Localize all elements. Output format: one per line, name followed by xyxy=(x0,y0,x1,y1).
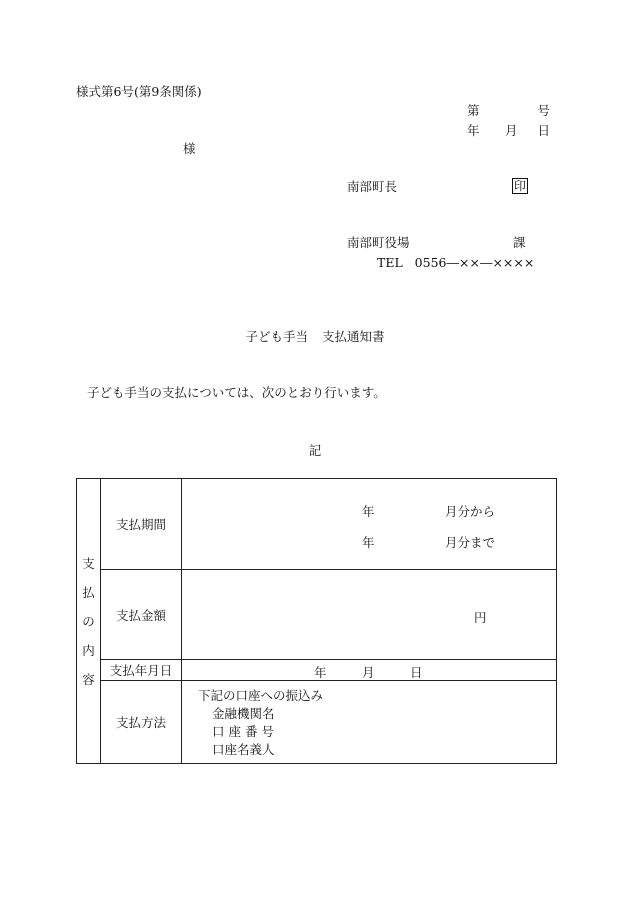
document-number-prefix: 第 xyxy=(467,103,480,118)
table-row-period xyxy=(77,479,557,570)
seal-mark: 印 xyxy=(514,179,527,193)
table-row-amount xyxy=(77,570,557,660)
recipient-suffix: 様 xyxy=(183,141,196,156)
form-number: 様式第6号(第9条関係) xyxy=(76,84,202,99)
vertical-label-char: 内 xyxy=(82,643,95,658)
vertical-label-char: の xyxy=(82,614,95,629)
period-to-year: 年 xyxy=(362,535,375,550)
vertical-label-char: 払 xyxy=(82,585,95,600)
payment-date-month: 月 xyxy=(362,665,375,680)
amount-label: 支払金額 xyxy=(101,570,182,660)
method-label: 支払方法 xyxy=(101,681,182,764)
account-number-label: 口 座 番 号 xyxy=(212,724,274,739)
vertical-label-char: 支 xyxy=(82,556,95,571)
table-row-date xyxy=(77,660,557,681)
vertical-label-char: 容 xyxy=(82,672,95,687)
bank-name-label: 金融機関名 xyxy=(212,706,275,721)
vertical-label xyxy=(77,479,101,764)
date-year: 年 xyxy=(467,123,480,138)
section-suffix: 課 xyxy=(513,235,526,250)
amount-value[interactable] xyxy=(182,570,557,660)
body-text: 子ども手当の支払については、次のとおり行います。 xyxy=(87,385,386,400)
table-row-method xyxy=(77,681,557,764)
ki-heading: 記 xyxy=(308,443,322,458)
period-label: 支払期間 xyxy=(101,479,182,570)
period-to-month: 月分まで xyxy=(445,535,496,550)
issuer-name: 南部町長 xyxy=(347,179,398,194)
payment-date-label: 支払年月日 xyxy=(101,660,182,681)
payment-details-table xyxy=(76,478,557,764)
period-from-year: 年 xyxy=(362,504,375,519)
title-sub: 支払通知書 xyxy=(322,329,385,344)
title-main: 子ども手当 xyxy=(245,329,308,344)
office-name: 南部町役場 xyxy=(347,235,410,250)
payment-date-year: 年 xyxy=(314,665,327,680)
date-month: 月 xyxy=(505,123,518,138)
period-from-month: 月分から xyxy=(445,504,496,519)
amount-unit: 円 xyxy=(474,610,487,625)
period-value[interactable] xyxy=(182,479,557,570)
document-number-suffix: 号 xyxy=(537,103,550,118)
method-value[interactable] xyxy=(182,681,557,764)
payment-date-day: 日 xyxy=(410,665,423,680)
date-day: 日 xyxy=(537,123,550,138)
telephone-number: TEL 0556―××―×××× xyxy=(377,255,535,270)
payment-date-value[interactable] xyxy=(182,660,557,681)
account-holder-label: 口座名義人 xyxy=(212,742,275,757)
method-transfer-line: 下記の口座への振込み xyxy=(198,688,324,703)
document-title xyxy=(0,331,630,344)
